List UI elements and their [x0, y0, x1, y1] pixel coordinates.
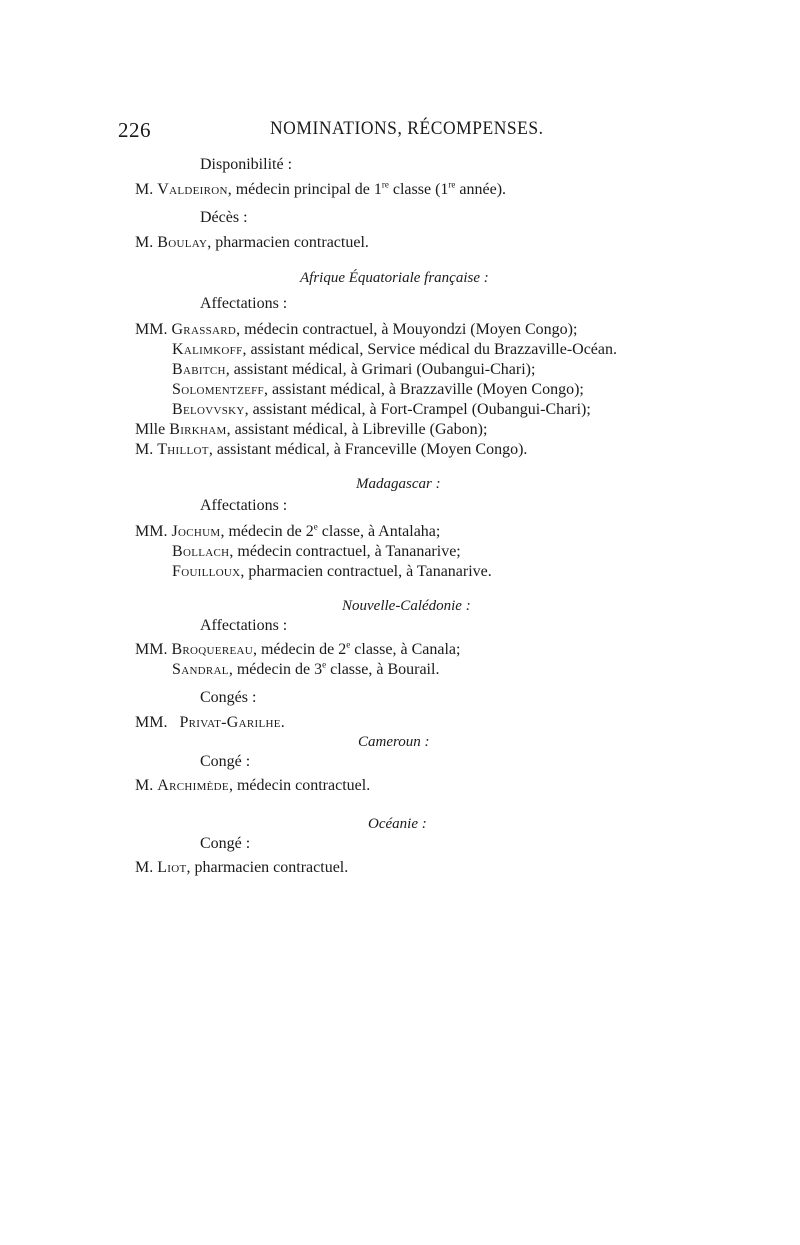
region-heading-madagascar: Madagascar : [356, 476, 441, 492]
region-heading-nouvelle-caledonie: Nouvelle-Calédonie : [342, 598, 471, 614]
entry-babitch: Babitch, assistant médical, à Grimari (Oubangui-Chari); [172, 361, 536, 378]
entry-archimede: M. Archimède, médecin contractuel. [135, 777, 371, 794]
person-name: Boulay [157, 234, 208, 251]
person-name: Liot [157, 859, 187, 876]
entry-liot: M. Liot, pharmacien contractuel. [135, 859, 349, 876]
entry-grassard: MM. Grassard, médecin contractuel, à Mouyondzi (Moyen Congo); [135, 321, 578, 338]
entry-bollach: Bollach, médecin contractuel, à Tananarive; [172, 543, 461, 560]
section-heading-conges: Congés : [200, 689, 257, 706]
section-heading-disponibilite: Disponibilité : [200, 156, 293, 173]
entry-jochum: MM. Jochum, médecin de 2e classe, à Antalaha; [135, 521, 441, 540]
person-name: Valdeiron [157, 181, 228, 198]
section-heading-affectations: Affectations : [200, 295, 288, 312]
person-name: Privat-Garilhe [179, 714, 281, 731]
person-name: Bollach [172, 543, 230, 560]
entry-broquereau: MM. Broquereau, médecin de 2e classe, à Canala; [135, 639, 461, 658]
section-heading-conge: Congé : [200, 753, 251, 770]
person-name: Sandral [172, 661, 229, 678]
person-name: Jochum [171, 523, 221, 540]
person-name: Belovvsky [172, 401, 245, 418]
section-heading-deces: Décès : [200, 209, 248, 226]
region-heading-oceanie: Océanie : [368, 816, 427, 832]
person-name: Babitch [172, 361, 226, 378]
section-heading-affectations: Affectations : [200, 617, 288, 634]
region-heading-aef: Afrique Équatoriale française : [300, 270, 489, 286]
person-name: Broquereau [171, 641, 253, 658]
person-name: Kalimkoff [172, 341, 243, 358]
section-heading-conge: Congé : [200, 835, 251, 852]
entry-fouilloux: Fouilloux, pharmacien contractuel, à Tananarive. [172, 563, 492, 580]
person-name: Grassard [171, 321, 237, 338]
entry-belovvsky: Belovvsky, assistant médical, à Fort-Crampel (Oubangui-Chari); [172, 401, 591, 418]
entry-thillot: M. Thillot, assistant médical, à Franceville (Moyen Congo). [135, 441, 528, 458]
person-name: Fouilloux [172, 563, 241, 580]
page-number: 226 [118, 118, 151, 142]
person-name: Solomentzeff [172, 381, 264, 398]
entry-solomentzeff: Solomentzeff, assistant médical, à Brazzaville (Moyen Congo); [172, 381, 584, 398]
entry-valdeiron: M. Valdeiron, médecin principal de 1re classe (1re année). [135, 179, 507, 198]
region-heading-cameroun: Cameroun : [358, 734, 430, 750]
entry-birkham: Mlle Birkham, assistant médical, à Libreville (Gabon); [135, 421, 488, 438]
person-name: Thillot [157, 441, 209, 458]
section-heading-affectations: Affectations : [200, 497, 288, 514]
running-title: NOMINATIONS, RÉCOMPENSES. [270, 118, 544, 139]
person-name: Birkham [169, 421, 227, 438]
entry-sandral: Sandral, médecin de 3e classe, à Bourail. [172, 659, 440, 678]
entry-boulay: M. Boulay, pharmacien contractuel. [135, 234, 369, 251]
entry-kalimkoff: Kalimkoff, assistant médical, Service médical du Brazzaville-Océan. [172, 341, 618, 358]
person-name: Archimède [157, 777, 229, 794]
entry-privat-garilhe: MM. Privat-Garilhe. [135, 714, 285, 731]
